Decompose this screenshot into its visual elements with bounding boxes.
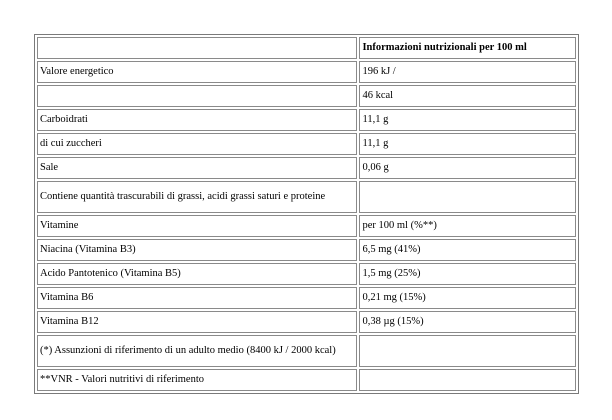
table-header-row (37, 37, 576, 59)
row-value (359, 181, 576, 213)
row-label: Acido Pantotenico (Vitamina B5) (37, 263, 357, 285)
row-value: 11,1 g (359, 133, 576, 155)
row-value: 0,21 mg (15%) (359, 287, 576, 309)
nutrition-table (34, 34, 579, 394)
row-value (359, 369, 576, 391)
row-label: Carboidrati (37, 109, 357, 131)
row-value (359, 335, 576, 367)
row-value: 6,5 mg (41%) (359, 239, 576, 261)
table-row (37, 85, 576, 107)
row-label: Contiene quantità trascurabili di grassi, acidi grassi saturi e proteine (37, 181, 357, 213)
row-label: **VNR - Valori nutritivi di riferimento (37, 369, 357, 391)
table-row (37, 61, 576, 83)
table-row (37, 335, 576, 367)
row-label: (*) Assunzioni di riferimento di un adulto medio (8400 kJ / 2000 kcal) (37, 335, 357, 367)
table-row (37, 311, 576, 333)
table-row (37, 239, 576, 261)
table-row (37, 109, 576, 131)
row-label: Niacina (Vitamina B3) (37, 239, 357, 261)
table-row (37, 181, 576, 213)
row-value: per 100 ml (%**) (359, 215, 576, 237)
row-value: 46 kcal (359, 85, 576, 107)
table-row (37, 263, 576, 285)
table-row (37, 369, 576, 391)
table-row (37, 133, 576, 155)
row-value: 196 kJ / (359, 61, 576, 83)
row-label: Sale (37, 157, 357, 179)
row-label: Valore energetico (37, 61, 357, 83)
row-label (37, 85, 357, 107)
table-row (37, 157, 576, 179)
row-label: Vitamina B6 (37, 287, 357, 309)
row-label: di cui zuccheri (37, 133, 357, 155)
table-row (37, 287, 576, 309)
row-value: 11,1 g (359, 109, 576, 131)
row-value: 1,5 mg (25%) (359, 263, 576, 285)
row-label: Vitamina B12 (37, 311, 357, 333)
row-value: 0,06 g (359, 157, 576, 179)
row-value: 0,38 µg (15%) (359, 311, 576, 333)
header-cell-title: Informazioni nutrizionali per 100 ml (359, 37, 576, 59)
header-cell-empty (37, 37, 357, 59)
row-label: Vitamine (37, 215, 357, 237)
table-row (37, 215, 576, 237)
